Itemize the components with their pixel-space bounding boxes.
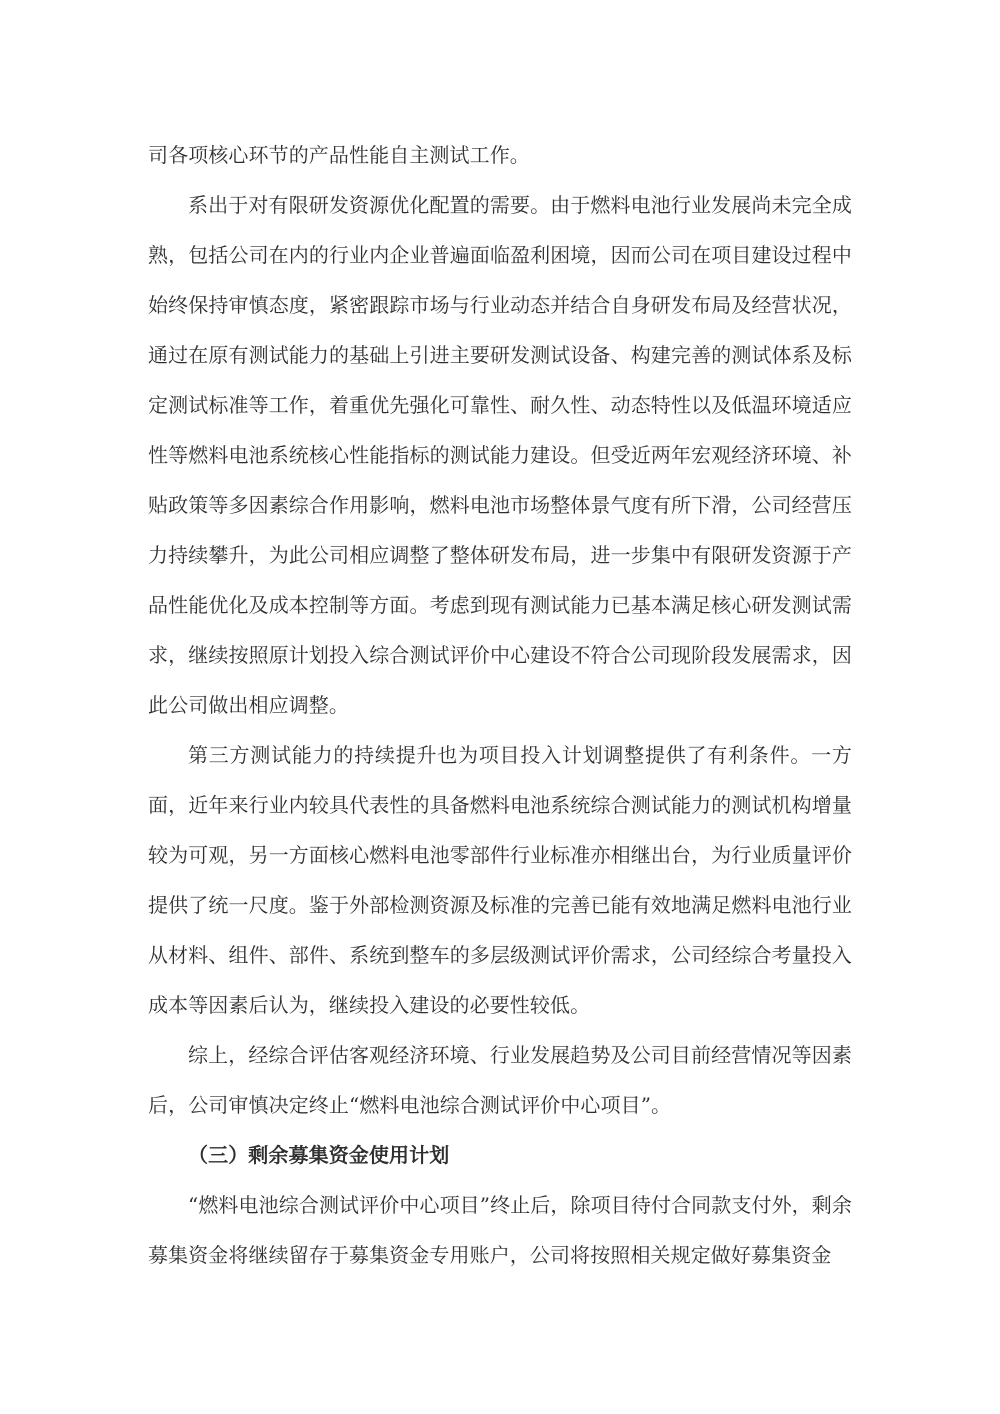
paragraph-termination-conclusion: 综上，经综合评估客观经济环境、行业发展趋势及公司目前经营情况等因素后，公司审慎决定终止“燃料电池综合测试评价中心项目”。 bbox=[148, 1043, 852, 1117]
paragraph-resource-allocation-reason: 系出于对有限研发资源优化配置的需要。由于燃料电池行业发展尚未完全成熟，包括公司在内的行业内企业普遍面临盈利困境，因而公司在项目建设过程中始终保持审慎态度，紧密跟踪市场与行业动态并结合自身研发布局及经营状况，通过在原有测试能力的基础上引进主要研发测试设备、构建完善的测试体系及标定测试标准等工作，着重优先强化可靠性、耐久性、动态特性以及低温环境适应性等燃料电池系统核心性能指标的测试能力建设。但受近两年宏观经济环境、补贴政策等多因素综合作用影响，燃料电池市场整体景气度有所下滑，公司经营压力持续攀升，为此公司相应调整了整体研发布局，进一步集中有限研发资源于产品性能优化及成本控制等方面。考虑到现有测试能力已基本满足核心研发测试需求，继续按照原计划投入综合测试评价中心建设不符合公司现阶段发展需求，因此公司做出相应调整。 bbox=[148, 193, 852, 717]
paragraph-third-party-testing: 第三方测试能力的持续提升也为项目投入计划调整提供了有利条件。一方面，近年来行业内较具代表性的具备燃料电池系统综合测试能力的测试机构增量较为可观，另一方面核心燃料电池零部件行业标准亦相继出台，为行业质量评价提供了统一尺度。鉴于外部检测资源及标准的完善已能有效地满足燃料电池行业从材料、组件、部件、系统到整车的多层级测试评价需求，公司经综合考量投入成本等因素后认为，继续投入建设的必要性较低。 bbox=[148, 743, 852, 1017]
paragraph-remaining-funds-usage: “燃料电池综合测试评价中心项目”终止后，除项目待付合同款支付外，剩余募集资金将继续留存于募集资金专用账户，公司将按照相关规定做好募集资金 bbox=[148, 1193, 852, 1267]
section-heading-remaining-funds-plan: （三）剩余募集资金使用计划 bbox=[188, 1143, 450, 1167]
document-body bbox=[148, 130, 852, 1280]
paragraph-continuation: 司各项核心环节的产品性能自主测试工作。 bbox=[148, 143, 530, 167]
